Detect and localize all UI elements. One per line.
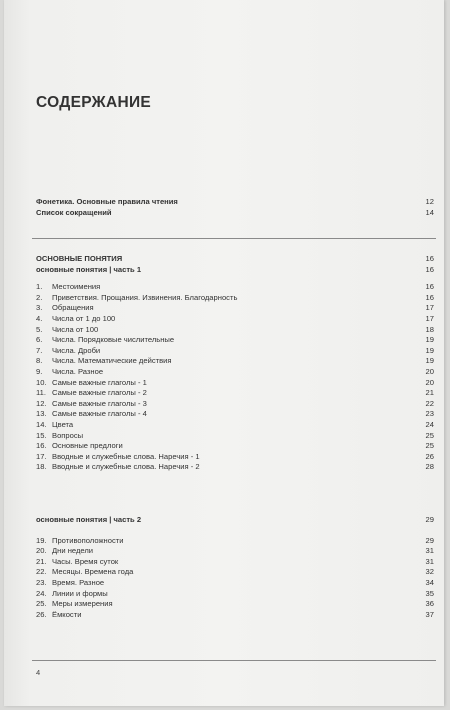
toc-entry-page: 25 — [425, 441, 434, 451]
toc-entry-number: 10. — [36, 377, 47, 387]
toc-entry-label: Линии и формы — [52, 588, 108, 598]
toc-entry — [36, 589, 434, 600]
toc-entry — [36, 197, 434, 208]
toc-entry-number: 5. — [36, 324, 43, 334]
toc-entry-page: 31 — [425, 546, 434, 556]
toc-entry — [36, 378, 434, 389]
toc-entry — [36, 441, 434, 452]
toc-entry-page: 12 — [425, 197, 434, 206]
toc-entry — [36, 282, 434, 293]
toc-entry-page: 28 — [425, 462, 434, 472]
toc-entry-label: Часы. Время суток — [52, 556, 119, 566]
toc-entry-number: 17. — [36, 451, 47, 461]
toc-entry-label: Числа. Разное — [52, 366, 104, 376]
toc-entry-page: 19 — [425, 345, 434, 355]
toc-entry — [36, 420, 434, 431]
toc-entry — [36, 314, 434, 325]
toc-entry — [36, 335, 434, 346]
toc-entry-page: 19 — [425, 356, 434, 366]
toc-entry-label: Приветствия. Прощания. Извинения. Благодарность — [52, 292, 238, 302]
toc-section-2 — [36, 515, 434, 620]
toc-entry-label: Вопросы — [52, 430, 84, 440]
toc-entry-page: 29 — [425, 535, 434, 545]
toc-entry-number: 8. — [36, 356, 43, 366]
toc-entry-label: Числа. Дроби — [52, 345, 101, 355]
toc-entry — [36, 293, 434, 304]
toc-entry-number: 21. — [36, 556, 47, 566]
toc-entry-page: 16 — [425, 292, 434, 302]
toc-entry-number: 22. — [36, 567, 47, 577]
toc-entry-number: 24. — [36, 588, 47, 598]
section-title — [36, 254, 434, 265]
toc-entry-label: Самые важные глаголы - 3 — [52, 398, 147, 408]
toc-entry-number: 11. — [36, 388, 46, 398]
toc-entry-label: Числа. Порядковые числительные — [52, 335, 175, 345]
toc-entry-page: 18 — [425, 324, 434, 334]
toc-entry-page: 35 — [425, 588, 434, 598]
toc-list-1 — [36, 282, 434, 473]
toc-entry-page: 16 — [425, 282, 434, 292]
page-number: 4 — [36, 668, 41, 677]
toc-entry — [36, 356, 434, 367]
toc-entry — [36, 610, 434, 621]
toc-entry-page: 24 — [425, 419, 434, 429]
toc-entry-number: 26. — [36, 609, 47, 619]
toc-entry — [36, 409, 434, 420]
toc-entry — [36, 546, 434, 557]
toc-entry-page: 22 — [425, 398, 434, 408]
toc-entry — [36, 431, 434, 442]
toc-entry-number: 6. — [36, 335, 43, 345]
toc-list-2 — [36, 536, 434, 621]
toc-entry-label: Основные предлоги — [52, 441, 123, 451]
toc-entry — [36, 325, 434, 336]
section-part — [36, 265, 434, 276]
toc-entry-page: 20 — [425, 377, 434, 387]
toc-entry-number: 7. — [36, 345, 43, 355]
toc-section-1 — [36, 254, 434, 473]
toc-entry-label: Вводные и служебные слова. Наречия - 1 — [52, 451, 200, 461]
toc-entry-number: 13. — [36, 409, 47, 419]
toc-entry-page: 21 — [425, 388, 434, 398]
toc-intro — [36, 197, 434, 218]
toc-entry-label: Числа. Математические действия — [52, 356, 172, 366]
toc-entry — [36, 567, 434, 578]
toc-entry-label: Обращения — [52, 303, 94, 313]
toc-entry-number: 3. — [36, 303, 43, 313]
toc-entry-page: 25 — [425, 430, 434, 440]
toc-entry-page: 37 — [425, 609, 434, 619]
toc-entry-number: 19. — [36, 535, 47, 545]
toc-entry-page: 14 — [425, 207, 434, 217]
toc-entry — [36, 452, 434, 463]
toc-entry-label: Ёмкости — [52, 609, 82, 619]
toc-entry-page: 23 — [425, 409, 434, 419]
toc-entry-label: Самые важные глаголы - 2 — [52, 388, 147, 398]
divider — [32, 238, 436, 239]
toc-entry — [36, 208, 434, 219]
toc-entry-label: Дни недели — [52, 546, 94, 556]
toc-entry-label: Время. Разное — [52, 577, 105, 587]
toc-entry-number: 12. — [36, 398, 47, 408]
toc-entry-label: Вводные и служебные слова. Наречия - 2 — [52, 462, 200, 472]
toc-entry-page: 17 — [425, 303, 434, 313]
toc-entry — [36, 536, 434, 547]
toc-entry-label: Числа от 100 — [52, 324, 99, 334]
section-title-page: 16 — [425, 254, 434, 263]
toc-entry-number: 2. — [36, 292, 43, 302]
toc-entry-label: Местоимения — [52, 282, 101, 292]
section-part-page: 29 — [425, 515, 434, 524]
toc-entry-label: Противоположности — [52, 535, 124, 545]
toc-entry — [36, 578, 434, 589]
toc-entry-page: 31 — [425, 556, 434, 566]
toc-entry-page: 34 — [425, 577, 434, 587]
toc-entry-number: 4. — [36, 313, 43, 323]
toc-entry — [36, 346, 434, 357]
toc-entry — [36, 303, 434, 314]
toc-entry — [36, 388, 434, 399]
toc-entry-number: 25. — [36, 599, 47, 609]
toc-entry — [36, 599, 434, 610]
page-title: СОДЕРЖАНИЕ — [36, 94, 152, 111]
toc-entry-number: 1. — [36, 282, 43, 292]
toc-entry-page: 26 — [425, 451, 434, 461]
section-title-label: ОСНОВНЫЕ ПОНЯТИЯ — [36, 254, 123, 263]
toc-entry-label: Месяцы. Времена года — [52, 567, 134, 577]
toc-entry-number: 23. — [36, 577, 47, 587]
section-part-page: 16 — [425, 264, 434, 274]
toc-entry-number: 15. — [36, 430, 47, 440]
section-part — [36, 515, 434, 526]
toc-entry-label: Числа от 1 до 100 — [52, 313, 116, 323]
section-part-label: основные понятия | часть 2 — [36, 515, 142, 524]
toc-entry-number: 14. — [36, 419, 47, 429]
toc-entry — [36, 399, 434, 410]
section-part-label: основные понятия | часть 1 — [36, 264, 142, 274]
toc-entry-label: Список сокращений — [36, 207, 112, 217]
toc-entry-page: 17 — [425, 313, 434, 323]
toc-entry — [36, 462, 434, 473]
toc-entry-page: 19 — [425, 335, 434, 345]
toc-entry-label: Самые важные глаголы - 4 — [52, 409, 147, 419]
toc-entry-label: Меры измерения — [52, 599, 113, 609]
toc-entry-page: 32 — [425, 567, 434, 577]
toc-entry-page: 36 — [425, 599, 434, 609]
toc-entry-number: 9. — [36, 366, 43, 376]
toc-entry — [36, 557, 434, 568]
toc-entry-page: 20 — [425, 366, 434, 376]
toc-entry — [36, 367, 434, 378]
toc-entry-label: Фонетика. Основные правила чтения — [36, 197, 178, 206]
toc-entry-label: Самые важные глаголы - 1 — [52, 377, 147, 387]
toc-entry-number: 18. — [36, 462, 47, 472]
toc-entry-label: Цвета — [52, 419, 74, 429]
toc-entry-number: 20. — [36, 546, 47, 556]
toc-entry-number: 16. — [36, 441, 47, 451]
book-page — [4, 0, 444, 706]
footer-divider — [32, 660, 436, 661]
